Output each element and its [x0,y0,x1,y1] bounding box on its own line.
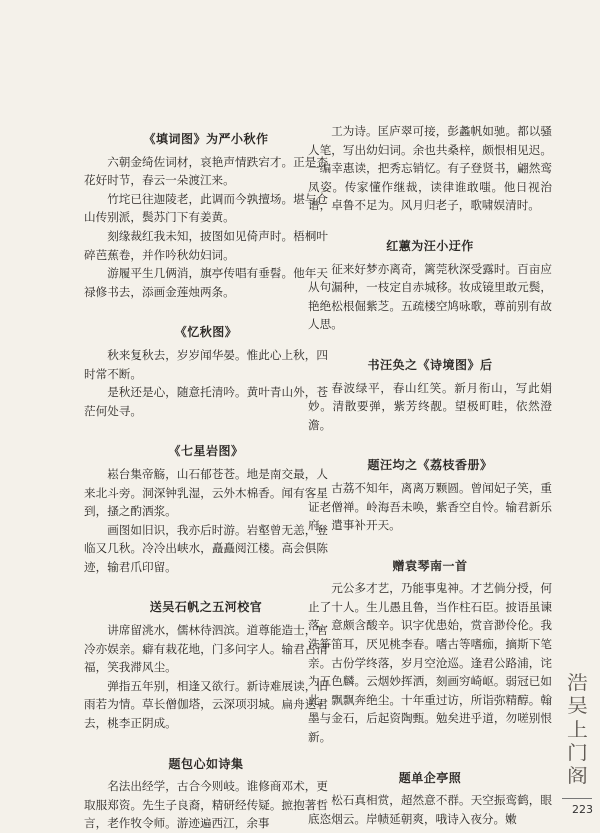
poem-title: 送吴石帆之五河校官 [149,600,263,615]
poem-paragraph: 松石真相赏，超然意不群。天空振鸾鹤，眼底恣烟云。岸帻延朝爽，哦诗入夜分。嫩 [308,793,552,826]
footer-rule [562,798,592,799]
poem-title: 《七星岩图》 [168,444,244,459]
poem-title: 书汪奂之《诗境图》后 [367,357,493,372]
poem-paragraph: 是秋还是心，随意托清吟。黄叶青山外，苍茫何处寻。 [84,385,328,418]
seal-stamp [567,672,589,787]
poem-title: 《填词图》为严小秋作 [143,132,269,146]
poem-title: 红蕙为汪小迂作 [386,238,474,253]
seal-character: 阁 [567,765,589,787]
left-column [84,122,328,833]
poem-title: 赠袁琴南一首 [392,558,468,573]
poem-paragraph: 画图如旧识，我亦后时游。岩壑曾无恙，登临又几秋。冷冷出峡水，矗矗阅江楼。高会俱陈迹，输君爪印留。 [84,522,328,574]
poem-paragraph: 春波绿平，春山红笑。新月衔山，写此娟妙。清散要弹，紫芳终靓。望极町畦，依然澄澹。 [308,380,552,432]
poem-paragraph: 工为诗。匡庐翠可接，彭蠡帆如驰。都以骚人笔，写出幼妇词。余也共桑梓，颇恨相见迟。一编幸惠读，把秀忘销忆。有子登贤书，翩然鸾凤姿。传家懂作继裁，读律谁敢嗤。他日视治谱，卓鲁不足为。风月归老子，歌啸娱清时。 [308,124,552,213]
seal-character: 上 [567,718,589,741]
right-column [308,122,552,828]
poem-paragraph: 竹垞已往迦陵老，此调而今孰擅场。堪与仓山传别派，鬓苏门下有姜黄。 [84,191,328,225]
seal-character: 浩 [567,672,589,694]
poem-paragraph: 元公多才艺，乃能事鬼神。才艺倘分授，何止了十人。生儿愚且鲁，当作柱石臣。披语虽谏落，意颇含酸辛。识字优患始，赏音渺伶伦。我洗筝笛耳，厌见桃李春。嗜古等嗜痂，摘斯下笔亲。古份学终落，岁月空沧巡。逢君公路浦，诧为五色麟。云烟妙挥洒，刻画穷崎岖。弱冠已如此，飘飘奔绝尘。十年重过访，所诣弥精醇。翰墨与金石，后起资陶甄。勉矣进乎道，勿嗟别恨新。 [308,581,552,745]
poem-title: 题包心如诗集 [168,756,244,771]
poem-paragraph: 刻缘裁红我未知，披图如见倚声时。梧桐叶碎芭蕉卷，并作吟秋幼妇词。 [84,228,328,262]
poem-paragraph: 征来好梦亦离奇，篱莞秋深受露时。百亩应从句漏种，一枝定自赤城移。妆成镜里敢元鬓，艳绝松根倔紫芝。五疏楼空鸠咏歌，尊前别有故人思。 [308,261,552,332]
poem-paragraph: 古荔不知年，离离万颗圆。曾闻妃子笑，重证老僧禅。岭海吾未唤，紫香空自怜。输君新乐府，遣事补开天。 [308,480,552,533]
poem-title: 《忆秋图》 [174,325,238,340]
poem-title: 题汪均之《荔枝香册》 [367,458,493,473]
poem-paragraph: 游履平生几俩消，旗亭传唱有垂髫。他年天禄修书去，添画金莲烛两条。 [84,266,328,299]
page-number: 223 [572,803,593,816]
poem-paragraph: 弹指五年别，相逢又欲行。新诗难展读，旧雨若为情。草长僧伽塔，云深项羽城。扁舟送君去，桃李正阴成。 [84,678,328,731]
seal-character: 吴 [567,695,589,718]
seal-character: 门 [567,741,589,764]
poem-paragraph: 崧台集帝觞，山石郁苍苍。地是南交最，人来北斗旁。洞深钟乳湿，云外木棉香。闻有客星到，搔之酌洒浆。 [84,466,328,519]
poem-paragraph: 秋来复秋去，岁岁闻华晏。惟此心上秋，四时常不断。 [84,347,328,381]
poem-title: 题单企亭照 [398,770,462,785]
poem-paragraph: 讲席留洮水，儒林待泗滨。道尊能造士，官冷亦娱亲。癖有栽花地，门多问字人。输君占清福，笑我滞风尘。 [84,623,328,675]
poem-paragraph: 六朝金绮佐词材，哀艳声情跌宕才。正是杏花好时节，春云一朵渡江来。 [84,154,328,188]
poem-paragraph: 名法出经学，古合今则岐。谁修商邓术，更取服郑资。先生子良裔，精研经传疑。摭抱著哲言，老作牧令师。游迹遍西江，余事 [84,779,328,831]
